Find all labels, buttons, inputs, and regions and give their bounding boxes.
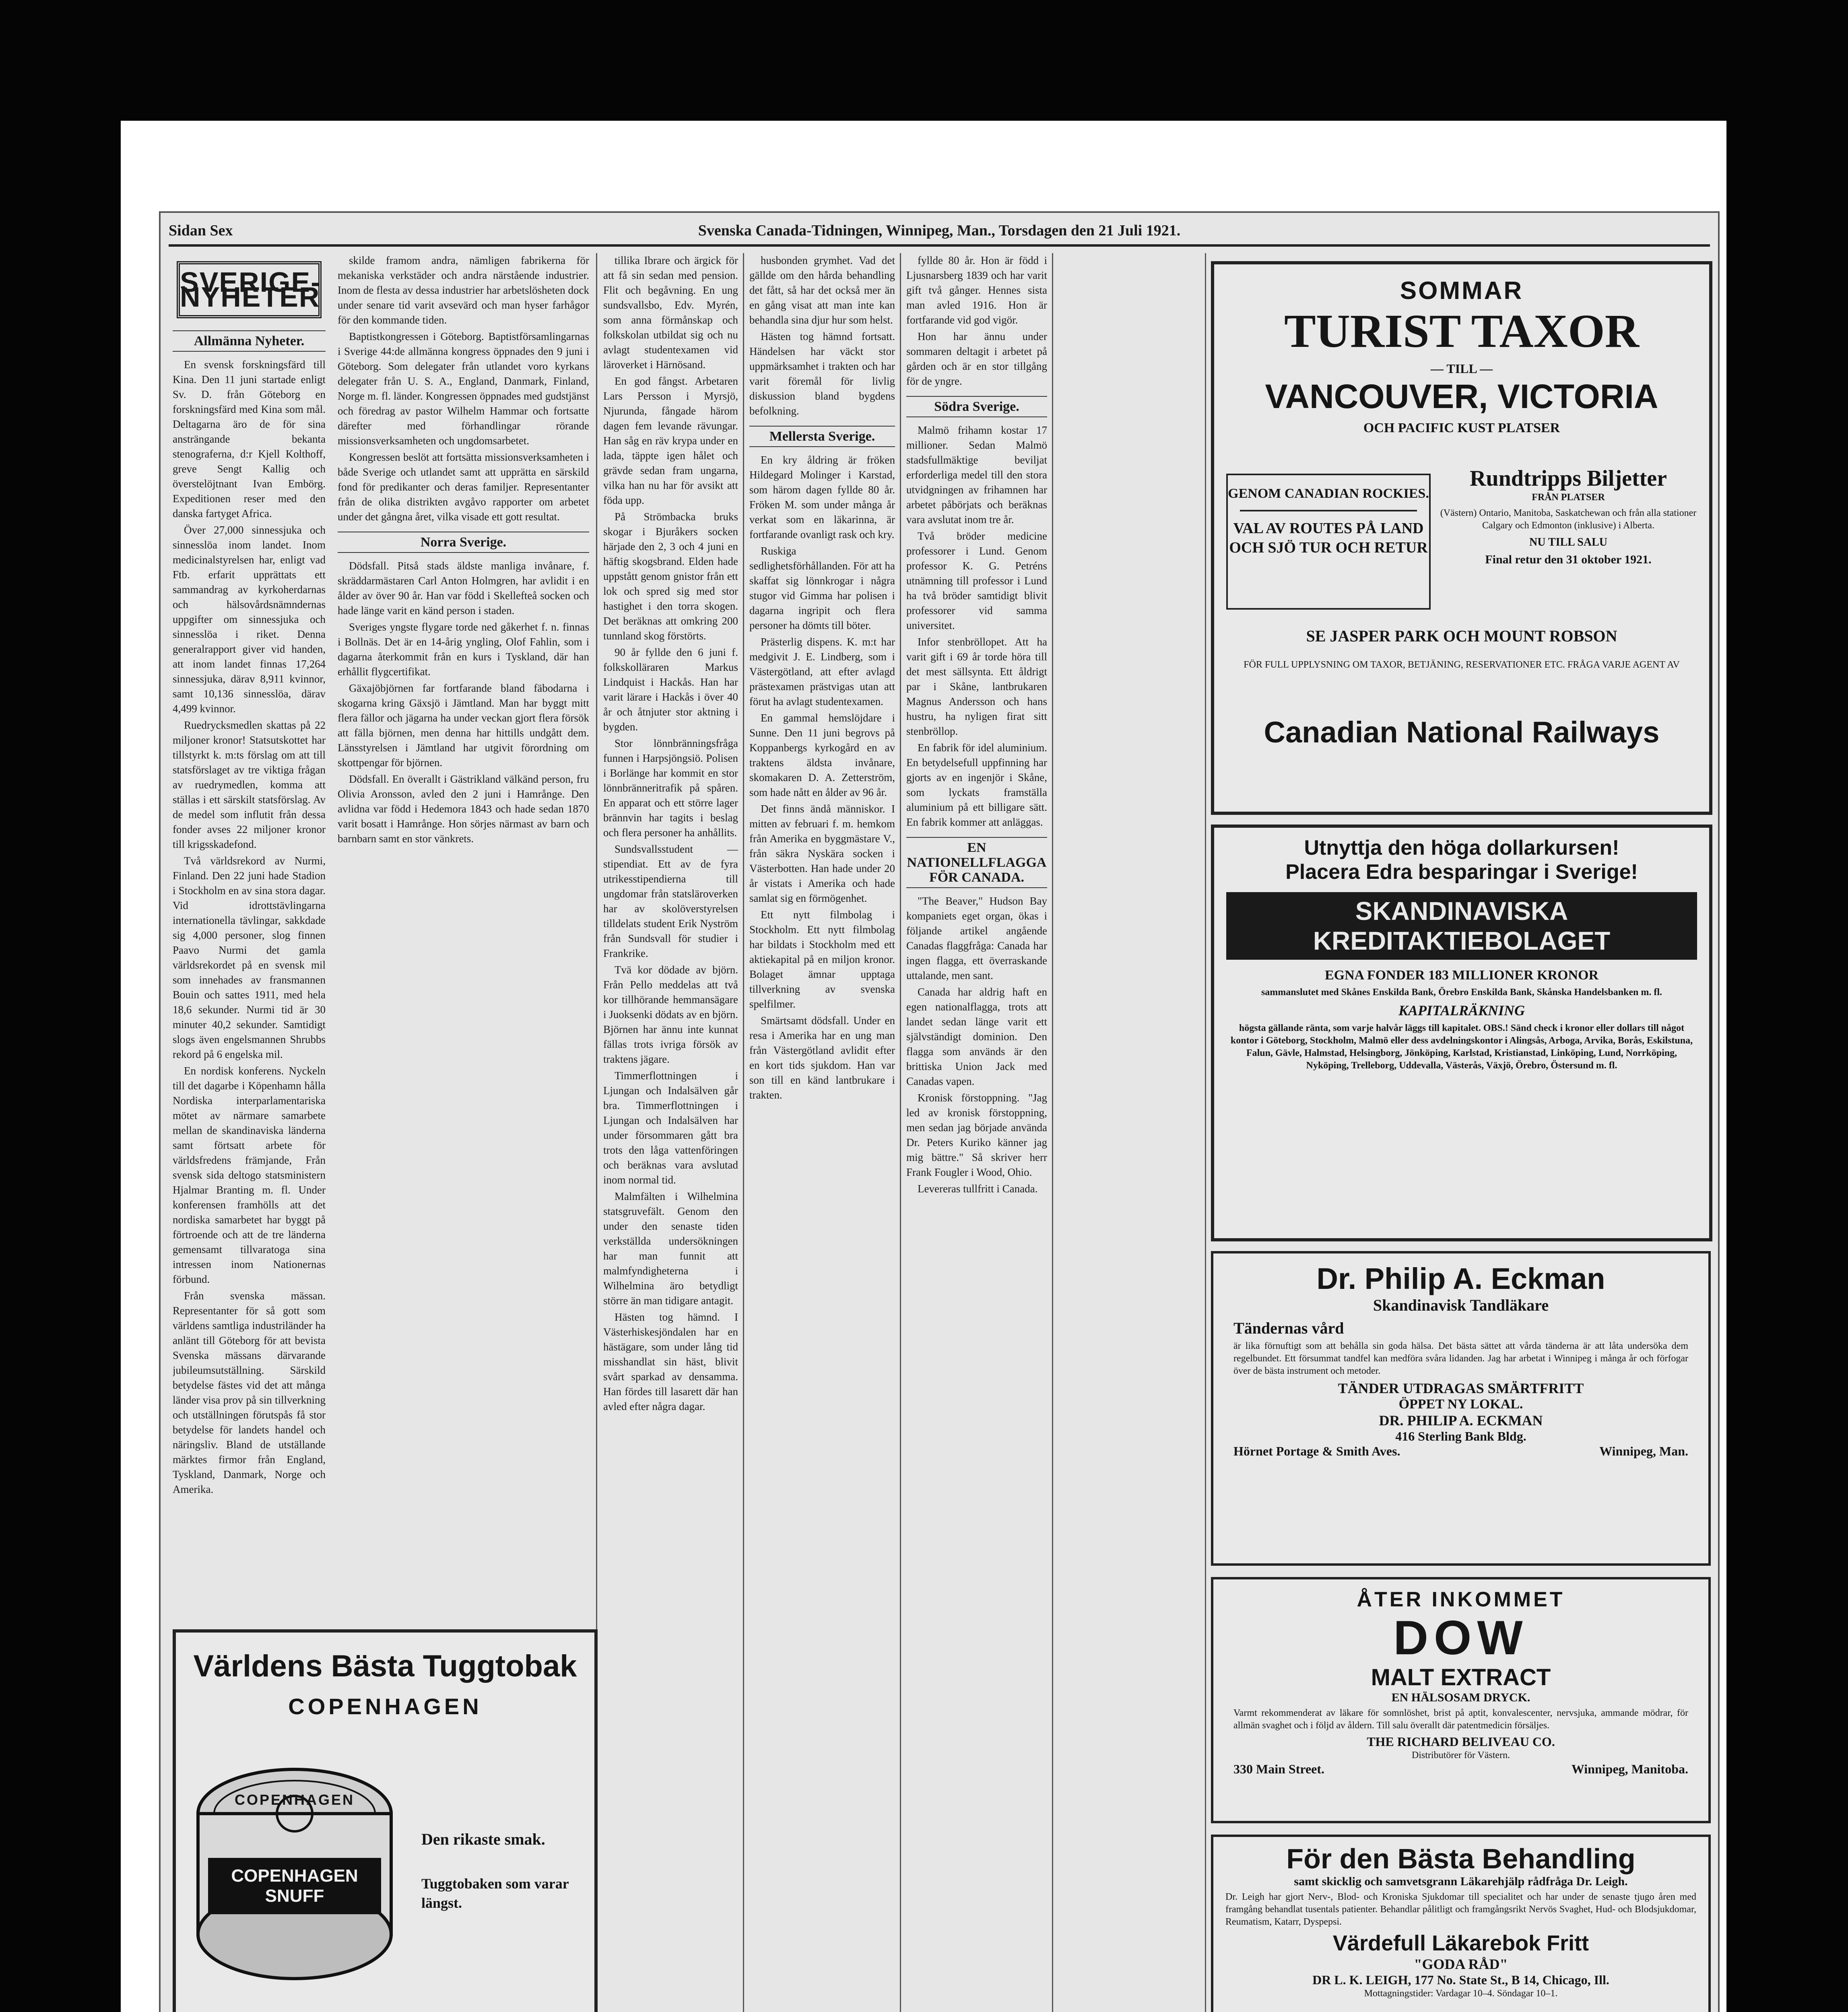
- column-rule: [1205, 253, 1206, 2012]
- article-paragraph: Ett nytt filmbolag i Stockholm. Ett nytt filmbolag har bildats i Stockholm med ett aktiekapital på en miljon kronor. Bolaget ämnar upptaga tillverkning av svenska spelfilmer.: [749, 909, 895, 1010]
- ad-line: DR. PHILIP A. ECKMAN: [1379, 1412, 1543, 1429]
- article-paragraph: Kongressen beslöt att fortsätta missionsverksamheten i både Sverige och utlandet samt att upprätta en särskild fond för predikanter och deras familjer. Representanter från de olika distrikten avgåvo rapporter om arbetet under det gångna året, vilka visade ett gott resultat.: [338, 451, 589, 523]
- ad-line: Final retur den 31 oktober 1921.: [1485, 553, 1652, 566]
- article-paragraph: tillika Ibrare och ärgick för att få sin sedan med pension. Flit och begåvning. En ung sundsvallsbo, Edv. Myrén, som anna förmånskap och folkskolan utbildat sig och nu avlagt studentexamen vid läroverket i Härnösand.: [603, 254, 738, 371]
- masthead: [169, 219, 1710, 247]
- bank-name: SKANDINAVISKA KREDITAKTIEBOLAGET: [1226, 892, 1697, 960]
- article-paragraph: Dödsfall. En överallt i Gästrikland välkänd person, fru Olivia Aronsson, avled den 2 juni i Hamrånge. Den avlidna var född i Hedemora 1843 och hade sedan 1870 varit bosatt i Hamrånge. Hon sörjes närmast av barn och barnbarn samt en stor vänkrets.: [338, 773, 589, 845]
- ad-headline: Utnyttja den höga dollarkursen!: [1304, 836, 1619, 860]
- ad-line: 330 Main Street.: [1233, 1762, 1325, 1776]
- ad-body: Dr. Leigh har gjort Nerv-, Blod- och Kroniska Sjukdomar till specialitet och har under de senaste tjugo åren med framgång behandlat tusentals patienter. Behandlar pålitligt och framgångsrikt Nervös Svaghet, Hud- och Blodsjukdomar, Reumatism, Katarr, Dyspepsi.: [1225, 1892, 1696, 1927]
- ad-line: SE JASPER PARK OCH MOUNT ROBSON: [1306, 627, 1617, 645]
- ad-line: DR L. K. LEIGH, 177 No. State St., B 14, Chicago, Ill.: [1312, 1973, 1609, 1987]
- article-paragraph: Sundsvallsstudent — stipendiat. Ett av de fyra utrikesstipendierna till ungdomar från statsläroverken har av skolöverstyrelsen tilldelats student Erik Nyström från Sundsvall för studier i Frankrike.: [603, 843, 738, 959]
- article-paragraph: Canada har aldrig haft en egen nationalflagga, trots att landet sedan länge varit ett självständigt dominion. Den flagga som används är den brittiska Union Jack med Canadas vapen.: [906, 986, 1047, 1087]
- bank-advertisement: [1211, 825, 1712, 1241]
- ad-headline: För den Bästa Behandling: [1286, 1843, 1636, 1874]
- ad-headline: Dr. Philip A. Eckman: [1316, 1262, 1605, 1295]
- ad-headline: DOW: [1393, 1611, 1528, 1665]
- article-paragraph: Prästerlig dispens. K. m:t har medgivit J. E. Lindberg, som i Västergötland, att efter avlagd prästexamen prästvigas utan att förut ha avlagt studentexamen.: [749, 636, 895, 707]
- ad-headline: Canadian National Railways: [1264, 715, 1660, 749]
- ad-line: KAPITALRÄKNING: [1398, 1002, 1525, 1018]
- tin-label-top: COPENHAGEN: [234, 1791, 355, 1808]
- ad-headline: TURIST TAXOR: [1284, 305, 1639, 357]
- column-4: [749, 253, 895, 2012]
- ad-line: 416 Sterling Bank Bldg.: [1395, 1429, 1526, 1443]
- article-paragraph: Gäxajöbjörnen far fortfarande bland fäbodarna i skogarna kring Gäxsjö i Jämtland. Man har byggt mitt flera fällor och jägarna ha under veckan gjort flera försök att fälla björnen, men denna har hittills undgått dem. Länsstyrelsen i Jämtland har utgivit förordning om skottpengar för björnen.: [338, 682, 589, 769]
- section-heading: Mellersta Sverige.: [749, 426, 895, 447]
- article-paragraph: Sveriges yngste flygare torde ned gåkerhet f. n. finnas i Bollnäs. Det är en 14-årig yngling, Olof Fahlin, som i dagarna återkommit från en kurs i Tyskland, där han erhållit flygcertifikat.: [338, 621, 589, 678]
- ad-line: Skandinavisk Tandläkare: [1373, 1296, 1549, 1314]
- article-paragraph: 90 år fyllde den 6 juni f. folkskolläraren Markus Lindquist i Hackås. Han har varit lärare i Hackås i över 40 år och åtnjuter stor aktning i bygden.: [603, 646, 738, 733]
- turist-taxor-advertisement: [1211, 261, 1712, 815]
- article-paragraph: Baptistkongressen i Göteborg. Baptistförsamlingarnas i Sverige 44:de allmänna kongress öppnades den 9 juni i Göteborg. Som delegater från utlandet voro kyrkans delegater från U. S. A., England, Danmark, Finland, Norge m. fl. länder. Kongressen öppnades med gudstjänst och föredrag av pastor Wilhelm Hammar och fortsatte därefter med förhandlingar rörande missionsverksamheten och ungdomsarbetet.: [338, 330, 589, 447]
- paper-dateline: Svenska Canada-Tidningen, Winnipeg, Man., Torsdagen den 21 Juli 1921.: [698, 222, 1181, 239]
- article-paragraph: En kry åldring är fröken Hildegard Molinger i Karstad, som härom dagen fyllde 80 år. Fröken M. som under många år verkat som en läkarinna, är fortfarande ovanligt rask och kry.: [749, 454, 895, 540]
- article-paragraph: Från svenska mässan. Representanter för så gott som världens samtliga industriländer ha anlänt till Göteborg för att bevista Svenska mässans därvarande jubileumsutställning. Särskild betydelse fästes vid det att många länder visa prov på sin tillverkning och utställningen förutspås få stor betydelse för landets handel och näringsliv. Bland de utställande märktes firmor från England, Tyskland, Danmark, Norge och Amerika.: [173, 1290, 326, 1495]
- article-paragraph: Hästen tog hämnd fortsatt. Händelsen har väckt stor uppmärksamhet i trakten och har varit föremål för livlig diskussion bland bygdens befolkning.: [749, 330, 895, 417]
- doctor-advertisement: [1211, 1835, 1711, 2012]
- ad-line: OCH PACIFIC KUST PLATSER: [1363, 421, 1560, 435]
- column-5: [906, 253, 1047, 2012]
- article-paragraph: En fabrik för idel aluminium. En betydelsefull uppfinning har gjorts av en ingenjör i Skåne, som lyckats framställa aluminium på ett billigare sätt. En fabrik kommer att anläggas.: [906, 742, 1047, 828]
- ad-subtitle: COPENHAGEN: [288, 1694, 482, 1719]
- ad-line: Tändernas vård: [1233, 1319, 1344, 1337]
- section-heading: EN NATIONELLFLAGGA FÖR CANADA.: [906, 837, 1047, 888]
- article-paragraph: Levereras tullfritt i Canada.: [918, 1183, 1038, 1195]
- ad-headline: VANCOUVER, VICTORIA: [1265, 377, 1658, 415]
- section-heading: Södra Sverige.: [906, 396, 1047, 417]
- column-rule: [1052, 253, 1053, 2012]
- ad-text: Tuggtobaken som varar längst.: [421, 1876, 569, 1911]
- roundtrip-box: [1440, 466, 1697, 567]
- article-paragraph: En gammal hemslöjdare i Sunne. Den 11 juni begrovs på Koppanbergs kyrkogård en av traktens äldsta invånare, skomakaren D. A. Zetterström, som hade nått en ålder av 96 år.: [749, 712, 895, 798]
- article-paragraph: Över 27,000 sinnessjuka och sinnesslöa inom landet. Inom medicinalstyrelsen har, enligt vad Ftb. erfarit upprättats ett sammandrag av kyrkoherdarnas och hälsovårdsnämndernas uppgifter om sinnessjuka och sinnesslöa i riket. Denna generalrapport giver vid handen, att inom landet finnas 17,264 sinnessjuka, därav 8,911 kvinnor, samt 10,136 sinnesslöa, därav 4,499 kvinnor.: [173, 524, 326, 715]
- tobacco-advertisement: [173, 1629, 598, 2012]
- ad-line: VAL AV ROUTES PÅ LAND OCH SJÖ TUR OCH RETUR: [1229, 520, 1428, 556]
- ad-headline: Placera Edra besparingar i Sverige!: [1285, 860, 1638, 884]
- ad-line: EN HÄLSOSAM DRYCK.: [1391, 1691, 1530, 1704]
- article-paragraph: Malmö frihamn kostar 17 millioner. Sedan Malmö stadsfullmäktige beviljat erforderliga medel till den stora utvidgningen av frihamnen har arbetet påbörjats och beräknas vara avslutat inom tre år.: [906, 424, 1047, 526]
- article-paragraph: Det finns ändå människor. I mitten av februari f. m. hemkom från Amerika en byggmästare V., från säkra Nyskära socken i Västerbotten. Han hade under 20 år vistats i Amerika och hade samlat sig en förmögenhet.: [749, 803, 895, 904]
- ad-line: Distributörer för Västern.: [1411, 1750, 1510, 1760]
- ad-headline: Rundtripps Biljetter: [1470, 466, 1667, 491]
- article-paragraph: Ruskiga sedlighetsförhållanden. För att ha skaffat sig lönnkrogar i några stugor vid Gimma har polisen i dagarna ingripit och flera personer ha dömts till böter.: [749, 545, 895, 631]
- ad-line: SOMMAR: [1400, 277, 1524, 305]
- ad-line: NU TILL SALU: [1529, 536, 1607, 548]
- ad-line: FÖR FULL UPPLYSNING OM TAXOR, BETJÄNING, RESERVATIONER ETC. FRÅGA VARJE AGENT AV: [1244, 660, 1680, 670]
- ad-line: samt skicklig och samvetsgrann Läkarehjälp rådfråga Dr. Leigh.: [1294, 1875, 1628, 1888]
- ad-line: Winnipeg, Manitoba.: [1571, 1762, 1688, 1776]
- article-paragraph: Ruedrycksmedlen skattas på 22 miljoner kronor! Statsutskottet har tillstyrkt k. m:ts förslag om att till statsförslaget av tre viktiga frågan av ruedrymedlen, komma att ställas i ett särskilt statsförslag. Av de medel som influtit från dessa fonder avses 22 miljoner kronor till krigsskadefond.: [173, 719, 326, 850]
- dentist-advertisement: [1211, 1251, 1711, 1566]
- ad-address-row: [1233, 1762, 1688, 1777]
- article-paragraph: Stor lönnbränningsfråga funnen i Harpsjöngsiö. Polisen i Borlänge har kommit en stor lönnbränneritrafik på spåren. En apparat och ett större lager brännvin har tagits i beslag och flera personer ha anhållits.: [603, 737, 738, 839]
- article-paragraph: Malmfälten i Wilhelmina statsgruvefält. Genom den under den senaste tiden verkställda undersökningen har man funnit att malmfyndigheterna i Wilhelmina äro betydligt större än man tidigare antagit.: [603, 1190, 738, 1307]
- article-paragraph: En svensk forskningsfärd till Kina. Den 11 juni startade enligt Sv. D. från Göteborg en forskningsfärd med Kina som mål. Deltagarna äro de för sina ansträngande bekanta stenograferna, d:r Kjell Kolthoff, greve Sengt Kallig och överstelöjtnant Ivan Embörg. Expeditionen reser med den danska fartyget Africa.: [173, 359, 326, 519]
- article-paragraph: husbonden grymhet. Vad det gällde om den hårda behandling det fått, så har det också mer än en gång visat att man inte kan behandla sina djur hur som helst.: [749, 254, 895, 326]
- column-rule: [743, 253, 744, 2012]
- ad-line: THE RICHARD BELIVEAU CO.: [1367, 1734, 1555, 1749]
- article-paragraph: Hästen tog hämnd. I Västerhiskesjöndalen har en hästägare, som under lång tid misshandlat sin häst, blivit svårt sparkad av densamma. Han fördes till lasarett där han avled efter några dagar.: [603, 1311, 738, 1412]
- ad-line: ÅTER INKOMMET: [1357, 1588, 1565, 1611]
- article-paragraph: fyllde 80 år. Hon är född i Ljusnarsberg 1839 och har varit gift två gånger. Hennes sista man avled 1916. Hon är fortfarande vid god vigör.: [906, 254, 1047, 326]
- ad-line: EGNA FONDER 183 MILLIONER KRONOR: [1324, 968, 1599, 983]
- ad-title: Världens Bästa Tuggtobak: [193, 1649, 577, 1683]
- ad-line: ÖPPET NY LOKAL.: [1398, 1397, 1523, 1412]
- article-paragraph: "The Beaver," Hudson Bay kompaniets eget organ, ökas i följande artikel angående Canadas flaggfråga: Canada har ingen flagga, ett överraskande uttalande, men sant.: [906, 895, 1047, 981]
- column-rule: [900, 253, 901, 2012]
- ad-line: GENOM CANADIAN ROCKIES.: [1228, 486, 1429, 501]
- page-label: Sidan Sex: [169, 222, 233, 239]
- newspaper-page: [159, 211, 1720, 2012]
- ad-line: Hörnet Portage & Smith Aves.: [1233, 1444, 1400, 1458]
- ad-line: Mottagningstider: Vardagar 10–4. Söndagar 10–1.: [1364, 1988, 1558, 1999]
- article-paragraph: Hon har ännu under sommaren deltagit i arbetet på gården och är en stor tillgång för de yngre.: [906, 330, 1047, 387]
- article-paragraph: Infor stenbröllopet. Att ha varit gift i 69 år torde höra till det mest sällsynta. Ett åldrigt par i Skåne, lantbrukaren Magnus Andersson och hans hustru, ha nyligen firat sitt stenbröllop.: [906, 636, 1047, 737]
- ad-body: högsta gällande ränta, som varje halvår läggs till kapitalet. OBS.! Sänd check i kronor eller dollars till något kontor i Göteborg, Stockholm, Malmö eller dess avdelningskontor i Alingsås, Arboga, Arvika, Borås, Eskilstuna, Falun, Gävle, Halmstad, Helsingborg, Jönköping, Karlstad, Kristianstad, Linköping, Lund, Norrköping, Nyköping, Trelleborg, Uddevalla, Västerås, Växjö, Örebro, Östersund m. fl.: [1230, 1023, 1693, 1071]
- ad-headline: Värdefull Läkarebok Fritt: [1332, 1931, 1589, 1955]
- article-paragraph: En nordisk konferens. Nyckeln till det dagarbe i Köpenhamn hålla Nordiska interparlamentariska mötet av närmare samarbete mellan de skandinaviska länderna samt förtsatt arbete för världsfredens främjande, Från svensk sida deltogo statsministern Hjalmar Branting m. fl. Under konferensen framhölls att det nordiska samarbetet har byggt på förtroende och att de tre länderna gemensamt tillvaratoga sina intressen inom Nationernas förbund.: [173, 1065, 326, 1285]
- article-paragraph: Två världsrekord av Nurmi, Finland. Den 22 juni hade Stadion i Stockholm en av sina stora dagar. Vid idrottstävlingarna internationella tävlingar, sakkdade sig 4,000 personer, slog finnen Paavo Nurmi det gamla världsrekordet på en svensk mil som innehades av fransmannen Bouin och sattes 1911, med hela 18,6 sekunder. Nurmi tid är 30 minuter 40,2 sekunder. Samtidigt slogs även engelsmannen Shrubbs rekord på 6 engelska mil.: [173, 855, 326, 1060]
- ad-line: — TILL —: [1430, 361, 1493, 376]
- section-heading: Allmänna Nyheter.: [173, 330, 326, 352]
- ad-line: sammanslutet med Skånes Enskilda Bank, Örebro Enskilda Bank, Skånska Handelsbanken m. fl.: [1261, 987, 1662, 998]
- article-paragraph: Smärtsamt dödsfall. Under en resa i Amerika har en ung man från Västergötland avlidit efter en kort tids sjukdom. Han var son till en känd lantbrukare i trakten.: [749, 1014, 895, 1101]
- column-1: [173, 253, 326, 1621]
- section-banner: SVERIGE-NYHETER: [177, 261, 322, 318]
- ad-line: (Västern) Ontario, Manitoba, Saskatchewan och från alla stationer Calgary och Edmonton (inklusive) i Alberta.: [1440, 508, 1697, 531]
- scanned-sheet: [121, 121, 1726, 2012]
- article-paragraph: Tvä kor dödade av björn. Från Pello meddelas att två kor tillhörande hemmansägare i Juoksenki dödats av en björn. Björnen har ännu inte kunnat fällas trots ivriga försök av traktens jägare.: [603, 964, 738, 1065]
- article-paragraph: skilde framom andra, nämligen fabrikerna för mekaniska verkstäder och andra närstående industrier. Inom de flesta av dessa industrier har arbetslösheten dock under senare tid varit avsevärd och man hyser farhågor för den kommande tiden.: [338, 254, 589, 326]
- ad-text: Den rikaste smak.: [421, 1830, 545, 1848]
- article-paragraph: Timmerflottningen i Ljungan och Indalsälven går bra. Timmerflottningen i Ljungan och Indalsälven har under försommaren gått bra trots den låga vattenföringen och beräknas vara avslutad inom normal tid.: [603, 1070, 738, 1186]
- article-paragraph: Dödsfall. Pitså stads äldste manliga invånare, f. skräddarmästaren Carl Anton Holmgren, har avlidit i en ålder av över 90 år. Han var född i Skellefteå socken och hade länge varit en känd person i staden.: [338, 560, 589, 616]
- ad-line: FRÅN PLATSER: [1532, 492, 1605, 503]
- ad-line: TÄNDER UTDRAGAS SMÄRTFRITT: [1338, 1380, 1584, 1396]
- ad-address-row: [1233, 1444, 1688, 1459]
- ad-body: är lika förnuftigt som att behålla sin goda hälsa. Det bästa sättet att vårda tänderna är att låta undersöka dem regelbundet. Ett försummat tandfel kan medföra svåra lidanden. Jag har arbetat i Winnipeg i många år och förfogar över de bästa instrument och metoder.: [1233, 1341, 1688, 1376]
- article-paragraph: En god fångst. Arbetaren Lars Persson i Myrsjö, Njurunda, fångade härom dagen fem levande rävungar. Han såg en räv krypa under en lada, täppte igen hålet och grävde sedan fram ungarna, vilka han nu har för avsikt att föda upp.: [603, 375, 738, 506]
- ad-body: Varmt rekommenderat av läkare för somnlöshet, brist på aptit, konvalescenter, nervsjuka, ammande mödrar, för allmän svaghet och i följd av åldern. Till salu överallt där patentmedicin försäljes.: [1233, 1708, 1688, 1731]
- article-paragraph: På Strömbacka bruks skogar i Bjuråkers socken härjade den 2, 3 och 4 juni en häftig skogsbrand. Elden hade uppstått genom gnistor från ett lok och spred sig med stor hastighet i den torra skogen. Det beräknas att omkring 200 tunnland skog förstörts.: [603, 511, 738, 642]
- article-paragraph: Två bröder medicine professorer i Lund. Genom professor K. G. Petréns utnämning till professor i Lund ha två bröder samtidigt blivit professorer vid samma universitet.: [906, 530, 1047, 631]
- article-paragraph: Kronisk förstoppning. "Jag led av kronisk förstoppning, men sedan jag började använda Dr. Peters Kuriko känner jag mig bättre." Så skriver herr Frank Fougler i Wood, Ohio.: [906, 1092, 1047, 1178]
- route-box: [1226, 474, 1431, 610]
- section-heading: Norra Sverige.: [338, 532, 589, 553]
- ad-line: Winnipeg, Man.: [1599, 1444, 1688, 1458]
- ad-line: "GODA RÅD": [1414, 1956, 1508, 1972]
- tin-label-main: COPENHAGEN SNUFF: [231, 1866, 358, 1906]
- column-3: [603, 253, 738, 2012]
- dow-malt-advertisement: [1211, 1577, 1711, 1823]
- ad-headline: MALT EXTRACT: [1371, 1664, 1551, 1690]
- column-2: [338, 253, 589, 1621]
